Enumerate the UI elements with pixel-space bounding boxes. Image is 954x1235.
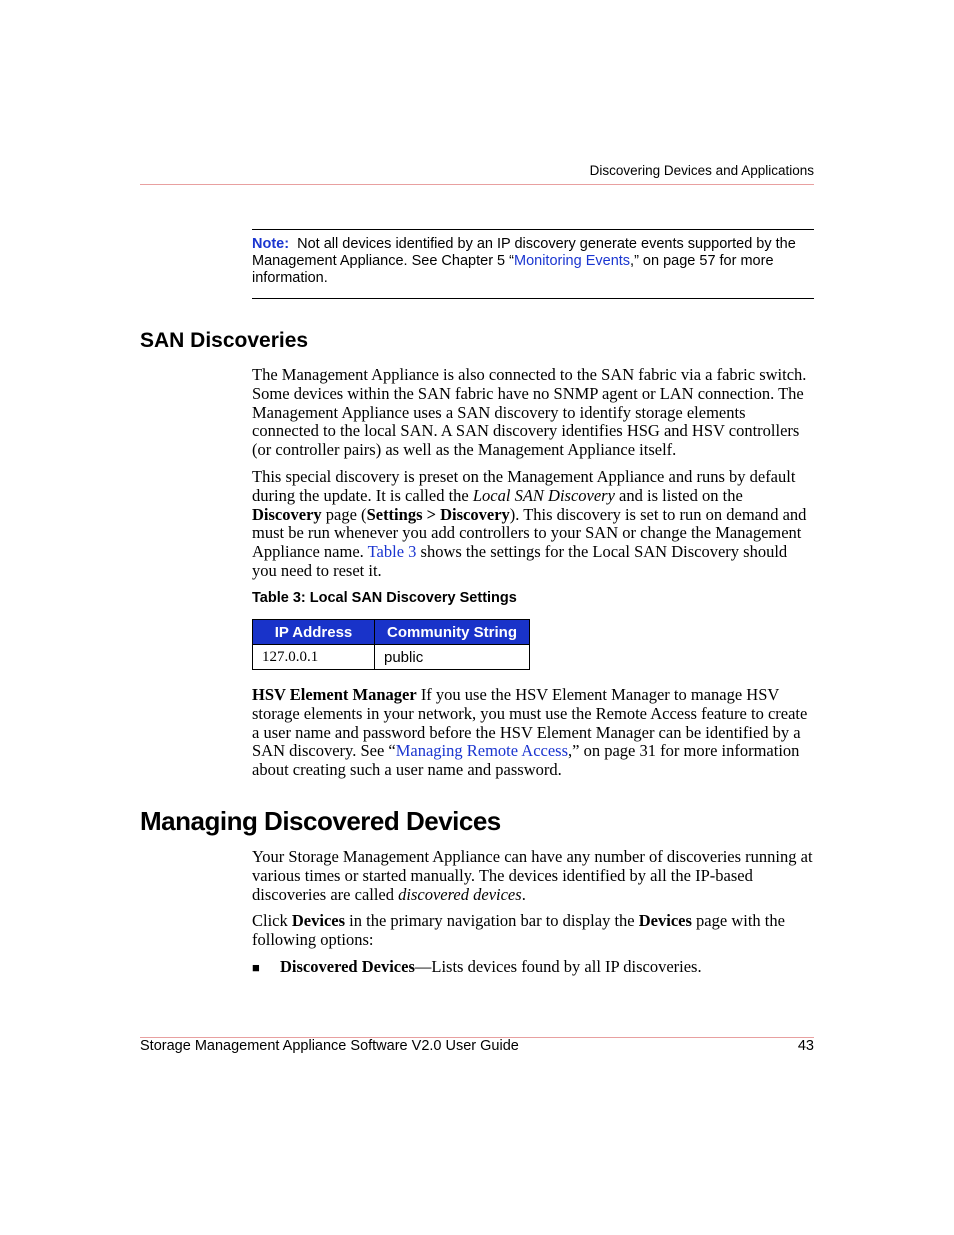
hsv-element-manager-paragraph	[252, 686, 814, 780]
square-bullet-icon: ■	[252, 960, 260, 975]
text-run: and is listed on the	[614, 485, 743, 505]
note-text-after: ,” on page 57 for more information.	[252, 253, 774, 286]
text-run: in the primary navigation bar to display the	[345, 911, 639, 930]
discovered-devices-term: discovered devices	[398, 884, 522, 904]
bullet-text: —Lists devices found by all IP discoveries.	[414, 957, 702, 976]
text-run: page with the following options:	[252, 911, 785, 949]
managing-paragraph-1	[252, 848, 814, 904]
discovery-term: Discovery	[252, 504, 322, 524]
list-item	[252, 957, 702, 977]
text-run: page (	[321, 504, 367, 524]
devices-term: Devices	[638, 911, 692, 930]
table-row	[253, 645, 530, 670]
devices-term: Devices	[291, 911, 346, 930]
local-san-settings-table	[252, 619, 530, 670]
table-3-link[interactable]: Table 3	[367, 542, 417, 562]
local-san-discovery-term: Local SAN Discovery	[472, 485, 615, 505]
header-rule	[140, 184, 814, 185]
managing-remote-access-link[interactable]: Managing Remote Access	[395, 741, 569, 761]
text-run: ). This discovery is set to run on demand and must be run whenever you add controllers to your SAN or change the Management Appliance name.	[252, 504, 807, 562]
san-paragraph-2	[252, 468, 814, 581]
hsv-element-manager-term: HSV Element Manager	[252, 685, 417, 704]
monitoring-events-link[interactable]: Monitoring Events	[513, 253, 631, 269]
table-caption: Table 3: Local SAN Discovery Settings	[252, 590, 517, 606]
managing-paragraph-2	[252, 912, 814, 950]
bullet-term: Discovered Devices	[280, 957, 415, 976]
note-box	[252, 229, 814, 299]
text-run: shows the settings for the Local SAN Discovery should you need to reset it.	[252, 542, 788, 580]
note-text-before: Not all devices identified by an IP discovery generate events supported by the Management Appliance. See Chapter 5 “	[252, 236, 796, 269]
san-discoveries-heading: SAN Discoveries	[140, 329, 309, 352]
column-header-community-string: Community String	[375, 620, 530, 645]
text-run: .	[521, 884, 526, 904]
san-paragraph-1: The Management Appliance is also connected to the SAN fabric via a fabric switch. Some devices within the SAN fabric have no SNMP agent or LAN connection. The Management Appliance uses a SAN discovery to identify storage elements connected to the local SAN. A SAN discovery identifies HSG and HSV controllers (or controller pairs) as well as the Management Appliance itself.	[252, 365, 807, 460]
running-header: Discovering Devices and Applications	[589, 163, 814, 178]
column-header-ip-address: IP Address	[253, 620, 375, 645]
footer-title: Storage Management Appliance Software V2.0 User Guide	[140, 1038, 519, 1054]
table-header-row	[253, 620, 530, 645]
note-label: Note:	[252, 236, 290, 252]
text-run: ,” on page 31 for more information about creating such a user name and password.	[252, 741, 800, 780]
ip-address-cell: 127.0.0.1	[253, 645, 375, 670]
community-string-cell: public	[375, 645, 530, 670]
managing-discovered-devices-heading: Managing Discovered Devices	[140, 806, 501, 836]
text-run: If you use the HSV Element Manager to manage HSV storage elements in your network, you must use the Remote Access feature to create a user name and password before the HSV Element Manager can be identified by a SAN discovery. See “	[252, 685, 808, 761]
text-run: This special discovery is preset on the Management Appliance and runs by default during the update. It is called the	[252, 467, 796, 505]
text-run: Click	[252, 911, 292, 930]
page-number: 43	[797, 1038, 814, 1054]
settings-discovery-path: Settings > Discovery	[366, 504, 510, 524]
text-run: Your Storage Management Appliance can have any number of discoveries running at various times or started manually. The devices identified by all the IP-based discoveries are called	[252, 847, 813, 904]
